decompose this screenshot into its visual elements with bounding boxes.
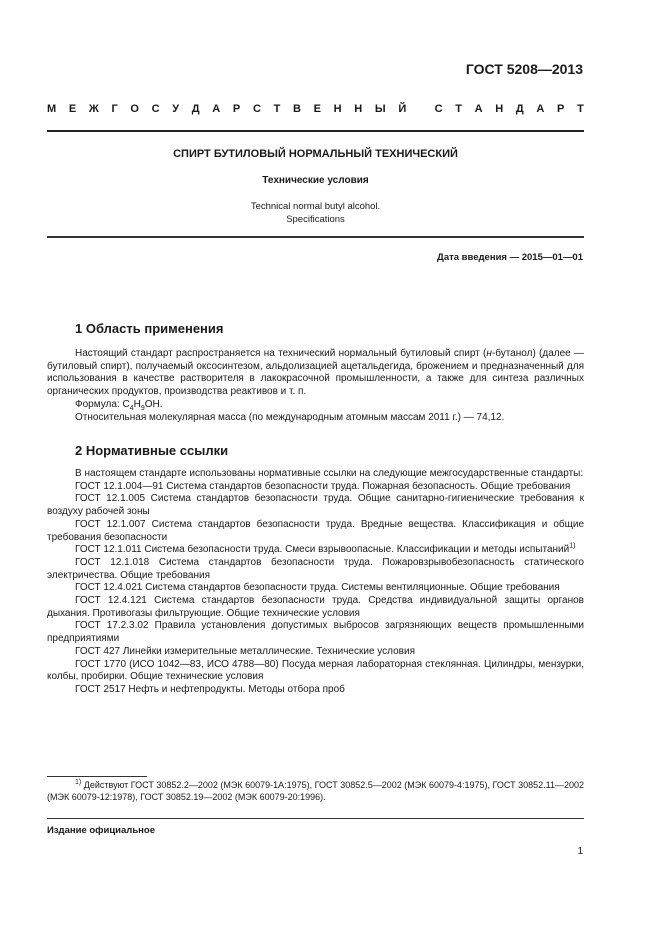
spaced-letter: С [151, 103, 160, 115]
standard-code: ГОСТ 5208—2013 [465, 61, 583, 77]
spaced-letter: Т [455, 103, 462, 115]
spaced-letter: С [252, 103, 261, 115]
spaced-letter: У [172, 103, 180, 115]
spaced-letter: Н [333, 103, 342, 115]
reference-item: ГОСТ 12.1.005 Система стандартов безопасности труда. Общие санитарно-гигиенические требования к воздуху рабочей зоны [47, 493, 584, 518]
spaced-letter: Н [354, 103, 363, 115]
spaced-letter: Т [577, 103, 584, 115]
spaced-letter: Й [398, 103, 407, 115]
footer-rule [47, 818, 584, 819]
footnote-marker: 1) [569, 542, 576, 550]
reference-item: ГОСТ 12.1.018 Система стандартов безопасности труда. Пожаровзрывобезопасность статического электричества. Общие требования [47, 556, 584, 581]
spaced-letter: Е [68, 103, 77, 115]
section1-body [47, 348, 584, 424]
reference-item: ГОСТ 12.1.011 Система безопасности труда. Смеси взрывоопасные. Классификации и методы испытаний$^{1)}$ [75, 542, 576, 556]
page-number: 1 [577, 846, 583, 857]
reference-item: ГОСТ 12.1.007 Система стандартов безопасности труда. Вредные вещества. Классификация и общие требования безопасности [47, 518, 584, 543]
spaced-letter: Г [111, 103, 118, 115]
spaced-letter: Д [191, 103, 200, 115]
standard-type [47, 103, 584, 115]
title-rule [47, 236, 584, 238]
header-rule [47, 130, 584, 132]
reference-item: ГОСТ 427 Линейки измерительные металлические. Технические условия [75, 645, 415, 657]
footnote-text: Действуют ГОСТ 30852.2—2002 (МЭК 60079-1А:1975), ГОСТ 30852.5—2002 (МЭК 60079-4:1975), ГОСТ 30852.11—2002 (МЭК 60079-12:1978), ГОСТ 30852.19—2002 (МЭК 60079-20:1996). [47, 780, 584, 802]
spaced-letter: Ы [374, 103, 386, 115]
section2-body [47, 468, 584, 697]
reference-item: ГОСТ 12.4.121 Система стандартов безопасности труда. Средства индивидуальной защиты органов дыхания. Противогазы фильтрующие. Общие технические условия [47, 595, 584, 619]
spaced-letter: Ж [88, 103, 99, 115]
molecular-mass-line: Относительная молекулярная масса (по международным атомным массам 2011 г.) — 74,12. [75, 411, 505, 423]
official-edition-label: Издание официальное [47, 825, 155, 836]
introduction-date: Дата введения — 2015—01—01 [437, 252, 583, 263]
spaced-letter: Р [232, 103, 241, 115]
spaced-letter: А [536, 103, 545, 115]
spaced-letter: Е [313, 103, 321, 115]
english-title [47, 200, 584, 226]
footnote [47, 779, 584, 803]
references-intro: В настоящем стандарте использованы нормативные ссылки на следующие межгосударственные стандарты: [75, 468, 584, 479]
reference-item: ГОСТ 2517 Нефть и нефтепродукты. Методы отбора проб [75, 683, 345, 695]
footnote-rule [47, 776, 147, 777]
section1-heading: 1 Область применения [75, 321, 224, 336]
spaced-letter: Р [557, 103, 565, 115]
spaced-letter: С [434, 103, 443, 115]
spaced-letter: А [212, 103, 221, 115]
reference-item: ГОСТ 12.1.004—91 Система стандартов безопасности труда. Пожарная безопасность. Общие требования [75, 480, 571, 492]
section2-heading: 2 Нормативные ссылки [75, 443, 229, 458]
reference-item: ГОСТ 17.2.3.02 Правила установления допустимых выбросов загрязняющих веществ промышленными предприятиями [47, 620, 584, 645]
scope-paragraph: Настоящий стандарт распространяется на технический нормальный бутиловый спирт (н-бутанол) (далее — бутиловый спирт), получаемый оксосинтезом, альдолизацией ацетальдегида, брожением и предназначенный для использования в качестве растворителя в лакокрасочной промышленности, а также для синтеза различных органических продуктов, производства реактивов и т. п. [47, 348, 585, 398]
english-title-line2: Specifications [286, 214, 345, 225]
spaced-letter: О [130, 103, 139, 115]
document-subtitle: Технические условия [262, 175, 369, 186]
english-title-line1: Technical normal butyl alcohol. [250, 201, 381, 212]
formula-line: Формула: $C_4H_9OH$. [75, 398, 163, 412]
footnote-mark: 1) [75, 779, 82, 786]
spaced-letter: А [474, 103, 483, 115]
spacer [419, 103, 422, 115]
spaced-letter: В [292, 103, 301, 115]
spaced-letter: Н [495, 103, 504, 115]
document-title: СПИРТ БУТИЛОВЫЙ НОРМАЛЬНЫЙ ТЕХНИЧЕСКИЙ [173, 148, 458, 160]
spaced-letter: Т [273, 103, 281, 115]
spaced-letter: М [47, 103, 57, 115]
reference-item: ГОСТ 1770 (ИСО 1042—83, ИСО 4788—80) Посуда мерная лабораторная стеклянная. Цилиндры, мензурки, колбы, пробирки. Общие технические условия [47, 658, 584, 683]
spaced-letter: Д [515, 103, 524, 115]
reference-item: ГОСТ 12.4.021 Система стандартов безопасности труда. Системы вентиляционные. Общие требования [75, 582, 560, 594]
